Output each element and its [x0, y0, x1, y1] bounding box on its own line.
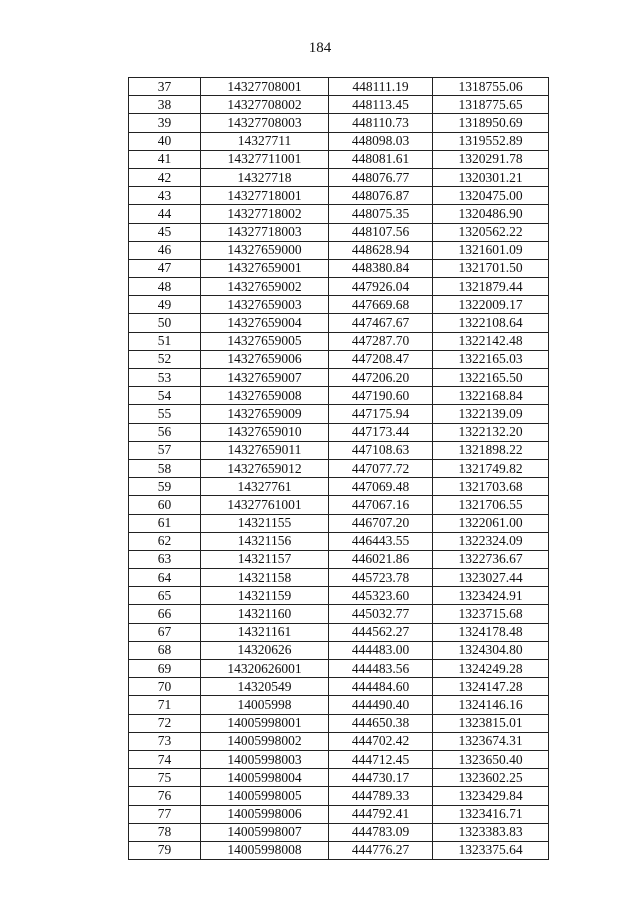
- table-row: [129, 205, 549, 223]
- row-number-cell: 45: [129, 223, 201, 241]
- y-coordinate-cell: 1322139.09: [433, 405, 549, 423]
- table-row: [129, 223, 549, 241]
- point-id-cell: 14005998: [201, 696, 329, 714]
- table-row: [129, 259, 549, 277]
- table-row: [129, 296, 549, 314]
- table-row: [129, 696, 549, 714]
- y-coordinate-cell: 1320562.22: [433, 223, 549, 241]
- table-row: [129, 623, 549, 641]
- point-id-cell: 14327761: [201, 478, 329, 496]
- table-row: [129, 587, 549, 605]
- x-coordinate-cell: 447108.63: [329, 441, 433, 459]
- y-coordinate-cell: 1323375.64: [433, 841, 549, 859]
- point-id-cell: 14327659009: [201, 405, 329, 423]
- table-row: [129, 114, 549, 132]
- row-number-cell: 74: [129, 750, 201, 768]
- point-id-cell: 14321159: [201, 587, 329, 605]
- y-coordinate-cell: 1321601.09: [433, 241, 549, 259]
- table-row: [129, 78, 549, 96]
- x-coordinate-cell: 444490.40: [329, 696, 433, 714]
- row-number-cell: 50: [129, 314, 201, 332]
- x-coordinate-cell: 448076.77: [329, 168, 433, 186]
- point-id-cell: 14327659000: [201, 241, 329, 259]
- point-id-cell: 14327711001: [201, 150, 329, 168]
- row-number-cell: 46: [129, 241, 201, 259]
- point-id-cell: 14327659002: [201, 278, 329, 296]
- x-coordinate-cell: 445032.77: [329, 605, 433, 623]
- x-coordinate-cell: 448107.56: [329, 223, 433, 241]
- y-coordinate-cell: 1323027.44: [433, 569, 549, 587]
- x-coordinate-cell: 448380.84: [329, 259, 433, 277]
- row-number-cell: 77: [129, 805, 201, 823]
- row-number-cell: 41: [129, 150, 201, 168]
- y-coordinate-cell: 1320486.90: [433, 205, 549, 223]
- x-coordinate-cell: 448076.87: [329, 187, 433, 205]
- row-number-cell: 49: [129, 296, 201, 314]
- point-id-cell: 14321155: [201, 514, 329, 532]
- x-coordinate-cell: 446021.86: [329, 550, 433, 568]
- point-id-cell: 14327659012: [201, 459, 329, 477]
- table-row: [129, 841, 549, 859]
- y-coordinate-cell: 1320475.00: [433, 187, 549, 205]
- y-coordinate-cell: 1323416.71: [433, 805, 549, 823]
- table-row: [129, 514, 549, 532]
- y-coordinate-cell: 1318775.65: [433, 96, 549, 114]
- point-id-cell: 14321161: [201, 623, 329, 641]
- point-id-cell: 14327659005: [201, 332, 329, 350]
- point-id-cell: 14320626001: [201, 660, 329, 678]
- point-id-cell: 14321160: [201, 605, 329, 623]
- y-coordinate-cell: 1322142.48: [433, 332, 549, 350]
- x-coordinate-cell: 444483.56: [329, 660, 433, 678]
- y-coordinate-cell: 1324146.16: [433, 696, 549, 714]
- table-row: [129, 132, 549, 150]
- point-id-cell: 14327708003: [201, 114, 329, 132]
- row-number-cell: 38: [129, 96, 201, 114]
- table-row: [129, 641, 549, 659]
- x-coordinate-cell: 447069.48: [329, 478, 433, 496]
- x-coordinate-cell: 448110.73: [329, 114, 433, 132]
- table-row: [129, 441, 549, 459]
- point-id-cell: 14327718003: [201, 223, 329, 241]
- row-number-cell: 59: [129, 478, 201, 496]
- point-id-cell: 14005998006: [201, 805, 329, 823]
- point-id-cell: 14005998001: [201, 714, 329, 732]
- point-id-cell: 14320549: [201, 678, 329, 696]
- table-row: [129, 550, 549, 568]
- row-number-cell: 53: [129, 369, 201, 387]
- point-id-cell: 14327659011: [201, 441, 329, 459]
- x-coordinate-cell: 445323.60: [329, 587, 433, 605]
- x-coordinate-cell: 448081.61: [329, 150, 433, 168]
- point-id-cell: 14327659001: [201, 259, 329, 277]
- x-coordinate-cell: 447669.68: [329, 296, 433, 314]
- x-coordinate-cell: 447175.94: [329, 405, 433, 423]
- y-coordinate-cell: 1322009.17: [433, 296, 549, 314]
- point-id-cell: 14327708001: [201, 78, 329, 96]
- point-id-cell: 14327659008: [201, 387, 329, 405]
- x-coordinate-cell: 448111.19: [329, 78, 433, 96]
- point-id-cell: 14005998007: [201, 823, 329, 841]
- y-coordinate-cell: 1321879.44: [433, 278, 549, 296]
- x-coordinate-cell: 444650.38: [329, 714, 433, 732]
- page-number: 184: [308, 40, 332, 56]
- row-number-cell: 52: [129, 350, 201, 368]
- point-id-cell: 14327659006: [201, 350, 329, 368]
- table-row: [129, 660, 549, 678]
- table-body: [129, 78, 549, 860]
- table-row: [129, 278, 549, 296]
- y-coordinate-cell: 1323715.68: [433, 605, 549, 623]
- row-number-cell: 58: [129, 459, 201, 477]
- x-coordinate-cell: 448075.35: [329, 205, 433, 223]
- x-coordinate-cell: 447926.04: [329, 278, 433, 296]
- y-coordinate-cell: 1323424.91: [433, 587, 549, 605]
- row-number-cell: 43: [129, 187, 201, 205]
- table-row: [129, 732, 549, 750]
- row-number-cell: 64: [129, 569, 201, 587]
- table-row: [129, 532, 549, 550]
- table-row: [129, 350, 549, 368]
- y-coordinate-cell: 1324304.80: [433, 641, 549, 659]
- row-number-cell: 57: [129, 441, 201, 459]
- row-number-cell: 48: [129, 278, 201, 296]
- table-row: [129, 459, 549, 477]
- table-row: [129, 168, 549, 186]
- y-coordinate-cell: 1324178.48: [433, 623, 549, 641]
- y-coordinate-cell: 1322324.09: [433, 532, 549, 550]
- row-number-cell: 79: [129, 841, 201, 859]
- row-number-cell: 72: [129, 714, 201, 732]
- row-number-cell: 44: [129, 205, 201, 223]
- x-coordinate-cell: 444776.27: [329, 841, 433, 859]
- table-row: [129, 787, 549, 805]
- table-row: [129, 150, 549, 168]
- y-coordinate-cell: 1322165.03: [433, 350, 549, 368]
- x-coordinate-cell: 448113.45: [329, 96, 433, 114]
- row-number-cell: 55: [129, 405, 201, 423]
- table-row: [129, 387, 549, 405]
- point-id-cell: 14321156: [201, 532, 329, 550]
- row-number-cell: 42: [129, 168, 201, 186]
- row-number-cell: 65: [129, 587, 201, 605]
- y-coordinate-cell: 1323815.01: [433, 714, 549, 732]
- table-row: [129, 405, 549, 423]
- row-number-cell: 60: [129, 496, 201, 514]
- x-coordinate-cell: 444712.45: [329, 750, 433, 768]
- table-row: [129, 678, 549, 696]
- table-row: [129, 714, 549, 732]
- y-coordinate-cell: 1321703.68: [433, 478, 549, 496]
- x-coordinate-cell: 447190.60: [329, 387, 433, 405]
- row-number-cell: 51: [129, 332, 201, 350]
- point-id-cell: 14327659007: [201, 369, 329, 387]
- x-coordinate-cell: 447067.16: [329, 496, 433, 514]
- row-number-cell: 40: [129, 132, 201, 150]
- y-coordinate-cell: 1321749.82: [433, 459, 549, 477]
- row-number-cell: 39: [129, 114, 201, 132]
- y-coordinate-cell: 1320291.78: [433, 150, 549, 168]
- y-coordinate-cell: 1318950.69: [433, 114, 549, 132]
- point-id-cell: 14005998004: [201, 769, 329, 787]
- table-row: [129, 423, 549, 441]
- x-coordinate-cell: 444783.09: [329, 823, 433, 841]
- row-number-cell: 68: [129, 641, 201, 659]
- x-coordinate-cell: 447467.67: [329, 314, 433, 332]
- point-id-cell: 14327718002: [201, 205, 329, 223]
- row-number-cell: 62: [129, 532, 201, 550]
- point-id-cell: 14321157: [201, 550, 329, 568]
- table-row: [129, 478, 549, 496]
- table-row: [129, 369, 549, 387]
- table-row: [129, 605, 549, 623]
- y-coordinate-cell: 1322168.84: [433, 387, 549, 405]
- point-id-cell: 14321158: [201, 569, 329, 587]
- point-id-cell: 14327718: [201, 168, 329, 186]
- point-id-cell: 14327708002: [201, 96, 329, 114]
- y-coordinate-cell: 1321706.55: [433, 496, 549, 514]
- y-coordinate-cell: 1322108.64: [433, 314, 549, 332]
- table-row: [129, 496, 549, 514]
- row-number-cell: 61: [129, 514, 201, 532]
- table-row: [129, 96, 549, 114]
- x-coordinate-cell: 447287.70: [329, 332, 433, 350]
- y-coordinate-cell: 1321701.50: [433, 259, 549, 277]
- row-number-cell: 70: [129, 678, 201, 696]
- y-coordinate-cell: 1319552.89: [433, 132, 549, 150]
- table-row: [129, 769, 549, 787]
- x-coordinate-cell: 445723.78: [329, 569, 433, 587]
- x-coordinate-cell: 444702.42: [329, 732, 433, 750]
- point-id-cell: 14005998008: [201, 841, 329, 859]
- row-number-cell: 66: [129, 605, 201, 623]
- y-coordinate-cell: 1324249.28: [433, 660, 549, 678]
- row-number-cell: 63: [129, 550, 201, 568]
- point-id-cell: 14327718001: [201, 187, 329, 205]
- y-coordinate-cell: 1318755.06: [433, 78, 549, 96]
- x-coordinate-cell: 444484.60: [329, 678, 433, 696]
- x-coordinate-cell: 447208.47: [329, 350, 433, 368]
- table-row: [129, 823, 549, 841]
- point-id-cell: 14005998002: [201, 732, 329, 750]
- point-id-cell: 14327761001: [201, 496, 329, 514]
- table-row: [129, 569, 549, 587]
- x-coordinate-cell: 447173.44: [329, 423, 433, 441]
- row-number-cell: 69: [129, 660, 201, 678]
- point-id-cell: 14320626: [201, 641, 329, 659]
- y-coordinate-cell: 1323674.31: [433, 732, 549, 750]
- row-number-cell: 54: [129, 387, 201, 405]
- y-coordinate-cell: 1322132.20: [433, 423, 549, 441]
- x-coordinate-cell: 448628.94: [329, 241, 433, 259]
- row-number-cell: 56: [129, 423, 201, 441]
- y-coordinate-cell: 1323602.25: [433, 769, 549, 787]
- table-row: [129, 241, 549, 259]
- point-id-cell: 14327659003: [201, 296, 329, 314]
- point-id-cell: 14327659010: [201, 423, 329, 441]
- x-coordinate-cell: 447077.72: [329, 459, 433, 477]
- table-row: [129, 805, 549, 823]
- row-number-cell: 75: [129, 769, 201, 787]
- x-coordinate-cell: 446707.20: [329, 514, 433, 532]
- y-coordinate-cell: 1322165.50: [433, 369, 549, 387]
- x-coordinate-cell: 444730.17: [329, 769, 433, 787]
- y-coordinate-cell: 1320301.21: [433, 168, 549, 186]
- table-row: [129, 750, 549, 768]
- table-row: [129, 187, 549, 205]
- point-id-cell: 14327659004: [201, 314, 329, 332]
- x-coordinate-cell: 444483.00: [329, 641, 433, 659]
- y-coordinate-cell: 1323383.83: [433, 823, 549, 841]
- point-id-cell: 14327711: [201, 132, 329, 150]
- y-coordinate-cell: 1324147.28: [433, 678, 549, 696]
- x-coordinate-cell: 447206.20: [329, 369, 433, 387]
- row-number-cell: 67: [129, 623, 201, 641]
- point-id-cell: 14005998005: [201, 787, 329, 805]
- x-coordinate-cell: 444789.33: [329, 787, 433, 805]
- x-coordinate-cell: 444792.41: [329, 805, 433, 823]
- table-row: [129, 314, 549, 332]
- y-coordinate-cell: 1321898.22: [433, 441, 549, 459]
- y-coordinate-cell: 1322061.00: [433, 514, 549, 532]
- y-coordinate-cell: 1323429.84: [433, 787, 549, 805]
- row-number-cell: 47: [129, 259, 201, 277]
- x-coordinate-cell: 446443.55: [329, 532, 433, 550]
- row-number-cell: 71: [129, 696, 201, 714]
- row-number-cell: 73: [129, 732, 201, 750]
- x-coordinate-cell: 444562.27: [329, 623, 433, 641]
- row-number-cell: 76: [129, 787, 201, 805]
- y-coordinate-cell: 1322736.67: [433, 550, 549, 568]
- point-id-cell: 14005998003: [201, 750, 329, 768]
- y-coordinate-cell: 1323650.40: [433, 750, 549, 768]
- x-coordinate-cell: 448098.03: [329, 132, 433, 150]
- row-number-cell: 37: [129, 78, 201, 96]
- table-row: [129, 332, 549, 350]
- coordinate-table: [128, 77, 549, 860]
- row-number-cell: 78: [129, 823, 201, 841]
